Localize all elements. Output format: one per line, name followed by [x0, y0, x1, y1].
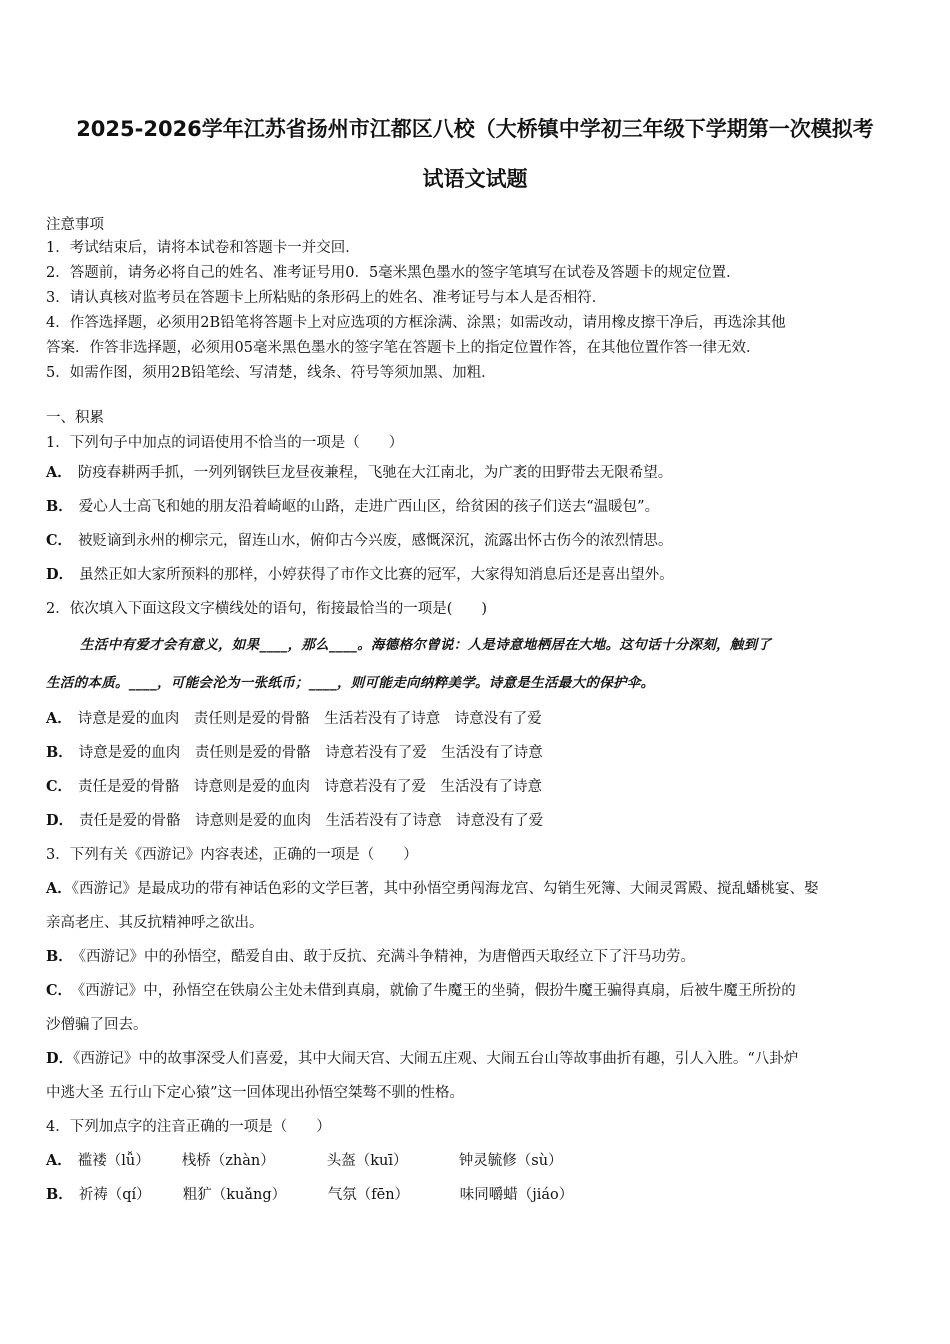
- option-c: C． 责任是爱的骨骼 诗意则是爱的血肉 诗意若没有了爱 生活没有了诗意: [46, 778, 543, 795]
- option-d: D． 虽然正如大家所预料的那样，小婷获得了市作文比赛的冠军，大家得知消息后还是喜出望外。: [46, 566, 674, 583]
- option-b: B． 《西游记》中的孙悟空，酷爱自由、敢于反抗、充满斗争精神，为唐僧西天取经立下了汗马功劳。: [46, 948, 696, 965]
- option-b: B． 爱心人士高飞和她的朋友沿着崎岖的山路，走进广西山区，给贫困的孩子们送去“温暖包”。: [46, 498, 660, 515]
- question-3: [46, 838, 904, 1110]
- title-line-1: 2025-2026学年江苏省扬州市江都区八校（大桥镇中学初三年级下学期第一次模拟考: [76, 117, 874, 141]
- option-c-continued: 沙僧骗了回去。: [46, 1017, 148, 1033]
- option-b: B． 祈祷（qí） 粗犷（kuǎng） 气氛（fēn） 味同嚼蜡（jiáo）: [46, 1186, 574, 1203]
- option-c: C． 《西游记》中，孙悟空在铁扇公主处未借到真扇，就偷了牛魔王的坐骑，假扮牛魔王骗得真扇，后被牛魔王所扮的: [46, 982, 796, 999]
- option-b: B． 诗意是爱的血肉 责任则是爱的骨骼 诗意若没有了爱 生活没有了诗意: [46, 744, 543, 761]
- question-stem: 1．下列句子中加点的词语使用不恰当的一项是（ ）: [46, 435, 404, 451]
- notice-item: 2．答题前，请务必将自己的姓名、准考证号用0．5毫米黑色墨水的签字笔填写在试卷及答题卡的规定位置．: [46, 265, 741, 281]
- question-1: [46, 430, 904, 592]
- option-a: A．《西游记》是最成功的带有神话色彩的文学巨著，其中孙悟空勇闯海龙宫、勾销生死簿、大闹灵霄殿、搅乱蟠桃宴、娶: [46, 880, 819, 897]
- notice-item: 答案．作答非选择题，必须用05毫米黑色墨水的签字笔在答题卡上的指定位置作答，在其他位置作答一律无效．: [46, 340, 761, 356]
- section-heading: 一、积累: [46, 410, 104, 426]
- question-4: [46, 1110, 904, 1212]
- option-a-continued: 亲高老庄、其反抗精神呼之欲出。: [46, 915, 264, 931]
- title-line-2: 试语文试题: [422, 167, 528, 191]
- option-a: A． 防疫春耕两手抓，一列列钢铁巨龙昼夜兼程，飞驰在大江南北，为广袤的田野带去无限希望。: [46, 464, 673, 481]
- option-d: D． 责任是爱的骨骼 诗意则是爱的血肉 生活若没有了诗意 诗意没有了爱: [46, 812, 544, 829]
- notice-item: 1．考试结束后，请将本试卷和答题卡一并交回．: [46, 240, 360, 256]
- notice-heading: 注意事项: [46, 217, 104, 233]
- notice-item: 5．如需作图，须用2B铅笔绘、写清楚，线条、符号等须加黑、加粗．: [46, 365, 496, 381]
- option-d-continued: 中逃大圣 五行山下定心猿”这一回体现出孙悟空桀骜不驯的性格。: [46, 1085, 465, 1101]
- question-stem: 3．下列有关《西游记》内容表述，正确的一项是（ ）: [46, 847, 418, 863]
- option-c: C． 被贬谪到永州的柳宗元，留连山水，俯仰古今兴废，感慨深沉，流露出怀古伤今的浓烈情思。: [46, 532, 673, 549]
- notice-block: [46, 214, 904, 386]
- passage-line: 生活的本质。____，可能会沦为一张纸币；____，则可能走向纳粹美学。诗意是生活最大的保护伞。: [46, 675, 655, 691]
- passage-line: 生活中有爱才会有意义，如果____，那么____。海德格尔曾说：人是诗意地栖居在大地。这句话十分深刻，触到了: [80, 637, 772, 653]
- notice-item: 3．请认真核对监考员在答题卡上所粘贴的条形码上的姓名、准考证号与本人是否相符．: [46, 290, 607, 306]
- question-stem: 2．依次填入下面这段文字横线处的语句，衔接最恰当的一项是( ): [46, 601, 488, 617]
- exam-title: [46, 104, 904, 204]
- option-a: A． 诗意是爱的血肉 责任则是爱的骨骼 生活若没有了诗意 诗意没有了爱: [46, 710, 542, 727]
- notice-item: 4．作答选择题，必须用2B铅笔将答题卡上对应选项的方框涂满、涂黑；如需改动，请用橡皮擦干净后，再选涂其他: [46, 315, 786, 331]
- question-2: [46, 592, 904, 838]
- option-d: D．《西游记》中的故事深受人们喜爱，其中大闹天宫、大闹五庄观、大闹五台山等故事曲折有趣，引人入胜。“八卦炉: [46, 1050, 799, 1067]
- option-a: A． 褴褛（lǚ） 栈桥（zhàn） 头盔（kuī） 钟灵毓修（sù）: [46, 1152, 563, 1169]
- question-stem: 4．下列加点字的注音正确的一项是（ ）: [46, 1119, 331, 1135]
